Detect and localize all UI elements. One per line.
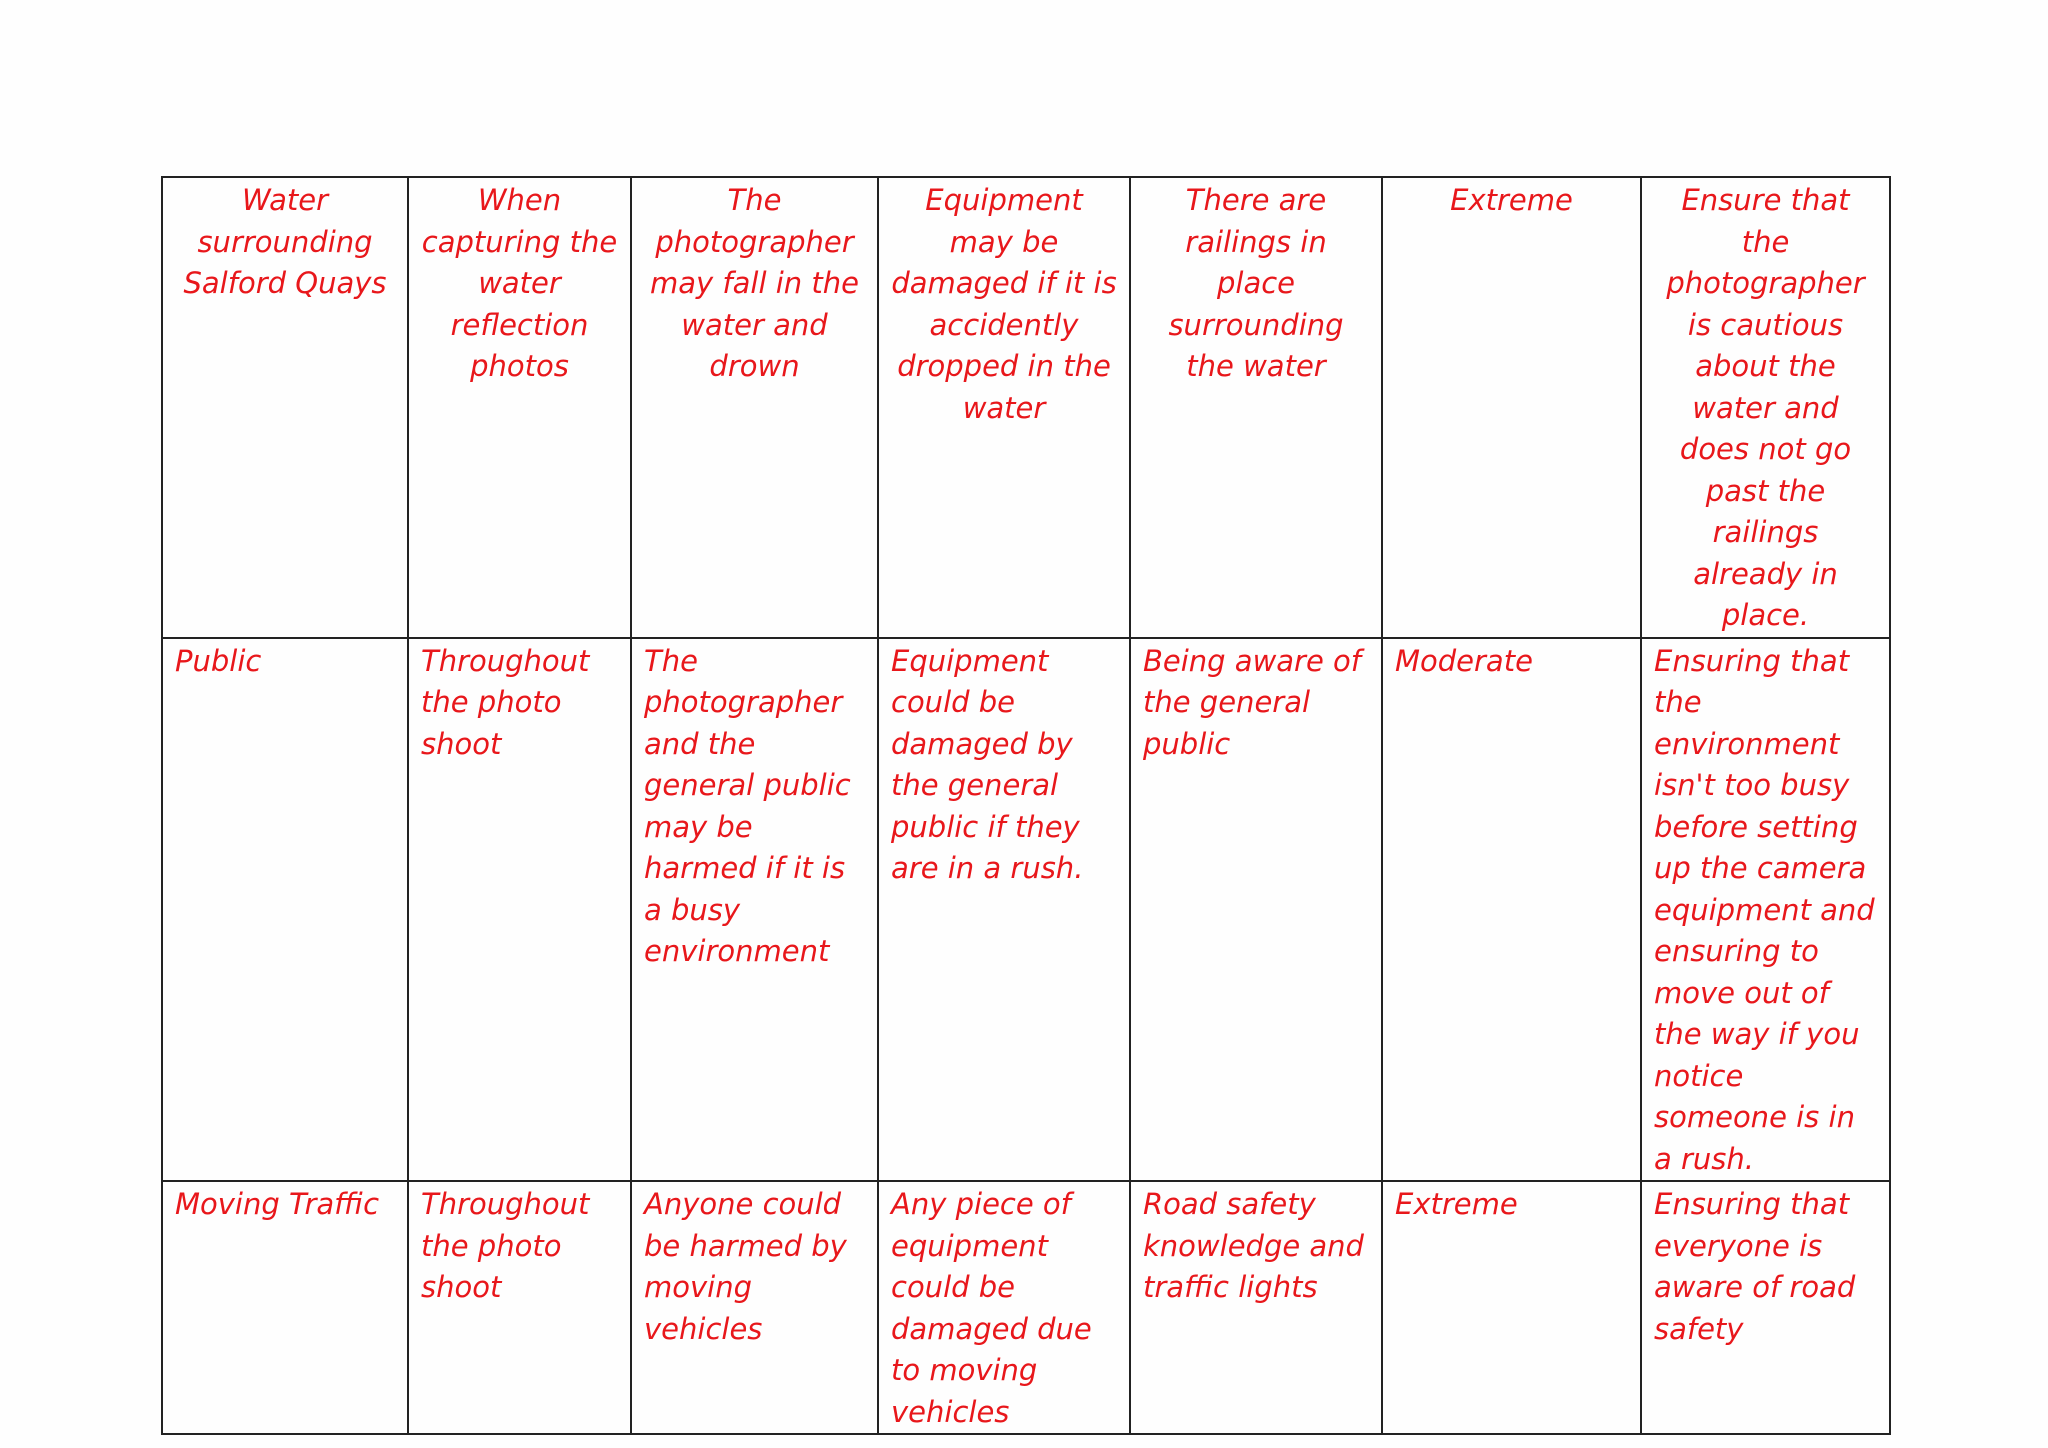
existing-controls-cell: Road safety knowledge and traffic lights [1130,1181,1382,1434]
risk-to-equipment-cell: Equipment could be damaged by the general public if they are in a rush. [878,638,1130,1182]
when-cell: When capturing the water reflection photos [408,177,631,638]
table-row [162,177,1890,638]
when-cell: Throughout the photo shoot [408,1181,631,1434]
action-cell: Ensuring that the environment isn't too busy before setting up the camera equipment and ensuring to move out of the way if you notice someone is in a rush. [1641,638,1890,1182]
hazard-cell: Public [162,638,408,1182]
risk-to-people-cell: The photographer and the general public may be harmed if it is a busy environment [631,638,878,1182]
risk-to-people-cell: Anyone could be harmed by moving vehicles [631,1181,878,1434]
table-row [162,1181,1890,1434]
risk-level-cell: Extreme [1382,177,1641,638]
risk-level-cell: Extreme [1382,1181,1641,1434]
risk-to-people-cell: The photographer may fall in the water and drown [631,177,878,638]
risk-to-equipment-cell: Any piece of equipment could be damaged due to moving vehicles [878,1181,1130,1434]
action-cell: Ensuring that everyone is aware of road safety [1641,1181,1890,1434]
risk-level-cell: Moderate [1382,638,1641,1182]
action-cell: Ensure that the photographer is cautious about the water and does not go past the railings already in place. [1641,177,1890,638]
when-cell: Throughout the photo shoot [408,638,631,1182]
existing-controls-cell: There are railings in place surrounding the water [1130,177,1382,638]
table-row [162,638,1890,1182]
risk-assessment-table [161,176,1891,1435]
risk-to-equipment-cell: Equipment may be damaged if it is accidently dropped in the water [878,177,1130,638]
existing-controls-cell: Being aware of the general public [1130,638,1382,1182]
hazard-cell: Water surrounding Salford Quays [162,177,408,638]
hazard-cell: Moving Traffic [162,1181,408,1434]
